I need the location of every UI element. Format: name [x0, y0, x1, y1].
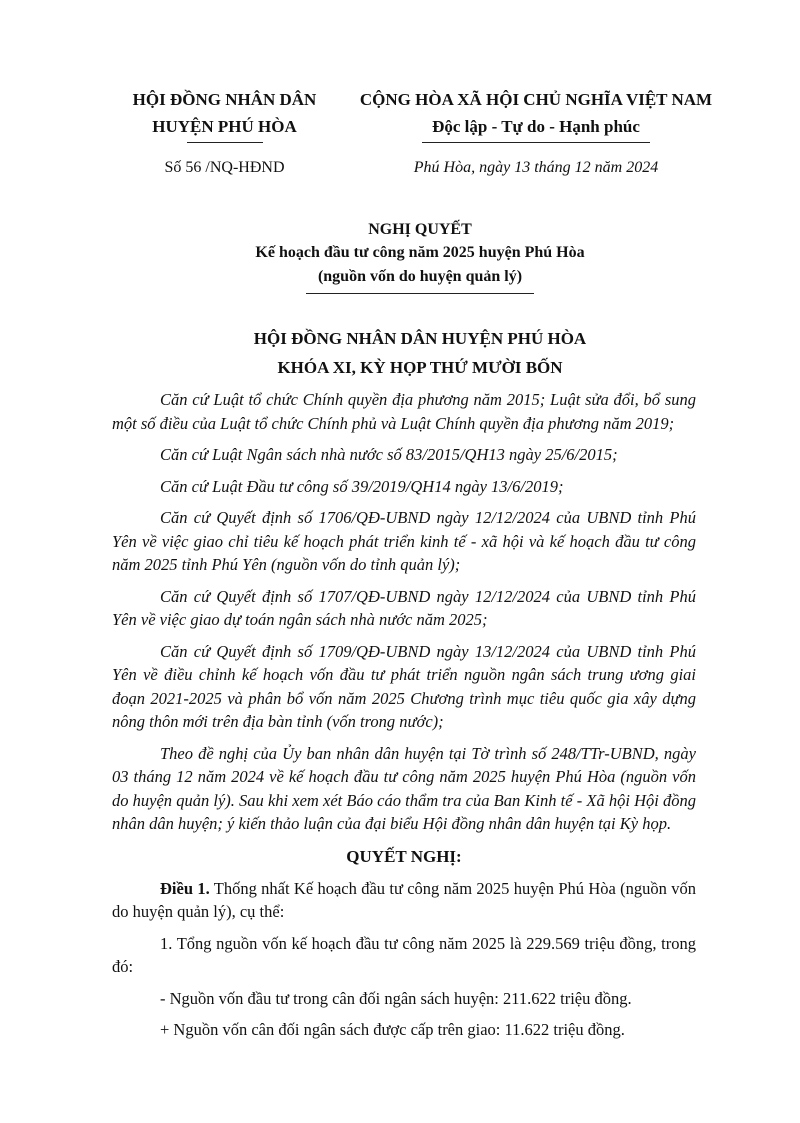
proposal-paragraph: Theo đề nghị của Ủy ban nhân dân huyện tại Tờ trình số 248/TTr-UBND, ngày 03 tháng 12 năm 2024 về kế hoạch đầu tư công năm 2025 huyện Phú Hòa (nguồn vốn do huyện quản lý). Sau khi xem xét Báo cáo thẩm tra của Ban Kinh tế - Xã hội Hội đồng nhân dân huyện; ý kiến thảo luận của đại biểu Hội đồng nhân dân huyện tại Kỳ họp.: [112, 743, 696, 833]
decision-heading: QUYẾT NGHỊ:: [346, 846, 462, 866]
article-1-item: + Nguồn vốn cân đối ngân sách được cấp trên giao: 11.622 triệu đồng.: [160, 1020, 625, 1039]
authority-underline: [187, 142, 263, 143]
basis-paragraph: Căn cứ Luật Ngân sách nhà nước số 83/2015/QH13 ngày 25/6/2015;: [160, 445, 618, 464]
document-number: Số 56 /NQ-HĐND: [164, 159, 285, 176]
title-line2: (nguồn vốn do huyện quản lý): [317, 268, 523, 285]
article-1-text: Thống nhất Kế hoạch đầu tư công năm 2025 huyện Phú Hòa (nguồn vốn do huyện quản lý), cụ thể:: [112, 878, 697, 921]
document-title: [100, 219, 740, 294]
national-motto: [338, 86, 734, 143]
national-name: CỘNG HÒA XÃ HỘI CHỦ NGHĨA VIỆT NAM: [359, 90, 713, 109]
article-1-label: Điều 1.: [160, 878, 210, 898]
article-1: [112, 877, 696, 924]
title-line1: Kế hoạch đầu tư công năm 2025 huyện Phú Hòa: [255, 244, 585, 261]
article-1-item: - Nguồn vốn đầu tư trong cân đối ngân sách huyện: 211.622 triệu đồng.: [160, 988, 632, 1008]
issuing-authority-line2: HUYỆN PHÚ HÒA: [152, 117, 297, 136]
title-underline: [306, 293, 534, 294]
issuing-authority: [112, 86, 337, 143]
basis-paragraph: Căn cứ Luật Đầu tư công số 39/2019/QH14 ngày 13/6/2019;: [160, 476, 564, 496]
motto-underline: [422, 142, 650, 143]
council-name: HỘI ĐỒNG NHÂN DÂN HUYỆN PHÚ HÒA: [253, 329, 587, 348]
basis-paragraph: Căn cứ Quyết định số 1709/QĐ-UBND ngày 13/12/2024 của UBND tỉnh Phú Yên về điều chỉnh kế hoạch vốn đầu tư phát triển nguồn ngân sách trung ương giai đoạn 2021-2025 và phân bổ vốn năm 2025 Chương trình mục tiêu quốc gia xây dựng nông thôn mới trên địa bàn tỉnh (vốn trong nước);: [112, 641, 696, 731]
council-heading: [100, 324, 740, 382]
article-1-item: 1. Tổng nguồn vốn kế hoạch đầu tư công năm 2025 là 229.569 triệu đồng, trong đó:: [112, 933, 696, 976]
council-session: KHÓA XI, KỲ HỌP THỨ MƯỜI BỐN: [277, 358, 563, 377]
motto: Độc lập - Tự do - Hạnh phúc: [432, 117, 640, 136]
document-type: NGHỊ QUYẾT: [368, 221, 472, 238]
basis-paragraph: Căn cứ Quyết định số 1706/QĐ-UBND ngày 12/12/2024 của UBND tỉnh Phú Yên về việc giao chỉ tiêu kế hoạch phát triển kinh tế - xã hội và kế hoạch đầu tư công năm 2025 tỉnh Phú Yên (nguồn vốn do tỉnh quản lý);: [112, 508, 696, 574]
document-date: Phú Hòa, ngày 13 tháng 12 năm 2024: [413, 159, 659, 176]
issuing-authority-line1: HỘI ĐỒNG NHÂN DÂN: [132, 90, 317, 109]
document-body: [112, 388, 696, 1050]
basis-paragraph: Căn cứ Quyết định số 1707/QĐ-UBND ngày 12/12/2024 của UBND tỉnh Phú Yên về việc giao dự toán ngân sách nhà nước năm 2025;: [112, 586, 696, 629]
basis-paragraph: Căn cứ Luật tổ chức Chính quyền địa phương năm 2015; Luật sửa đổi, bổ sung một số điều của Luật tổ chức Chính phủ và Luật Chính quyền địa phương năm 2019;: [112, 390, 696, 433]
